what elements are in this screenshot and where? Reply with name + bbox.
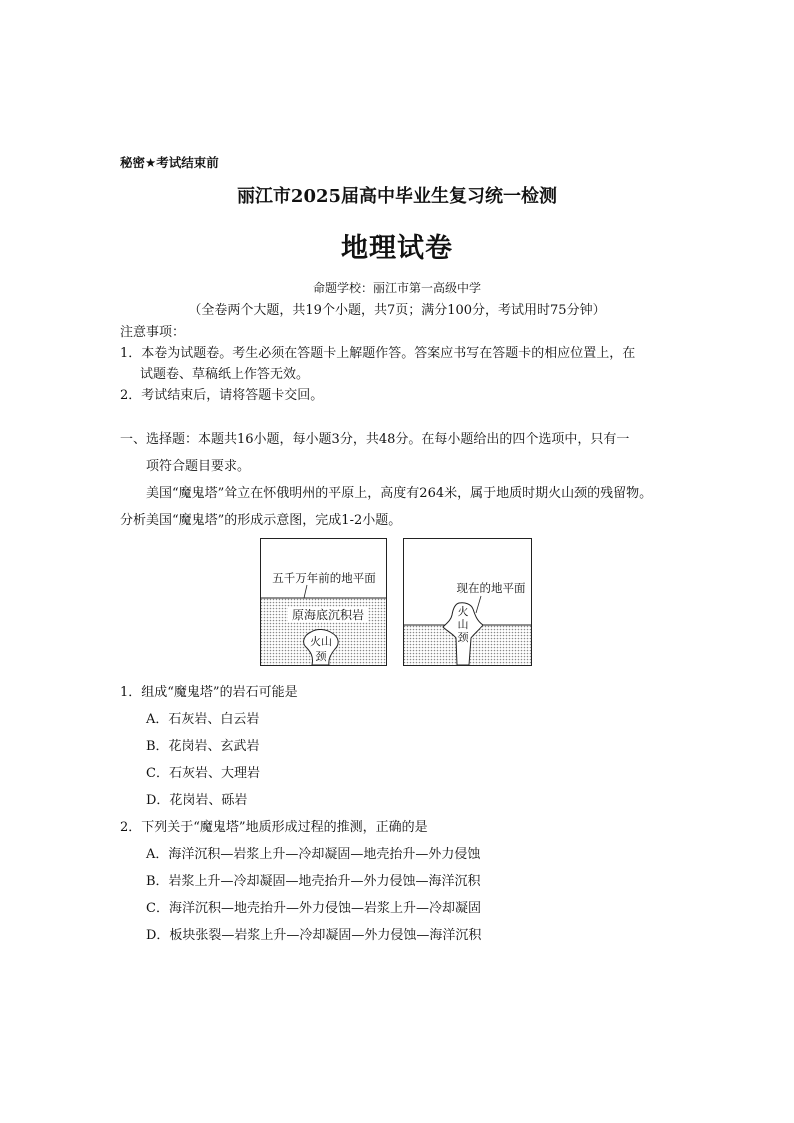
setter-school: 命题学校：丽江市第一高级中学 (312, 281, 481, 295)
question-1-option-c: C．石灰岩、大理岩 (146, 766, 260, 781)
section-heading-continued: 项符合题目要求。 (146, 459, 251, 474)
neck-label-right-1: 火 (457, 605, 469, 618)
neck-label-left-2: 颈 (315, 650, 327, 663)
question-1-option-b: B．花岗岩、玄武岩 (146, 739, 260, 754)
neck-label-left-1: 火山 (310, 635, 332, 648)
left-panel (261, 539, 387, 666)
exam-title: 丽江市2025届高中毕业生复习统一检测 (236, 186, 558, 207)
present-surface-label: 现在的地平面 (456, 581, 526, 595)
ancient-surface-label: 五千万年前的地平面 (272, 571, 376, 585)
notes-title: 注意事项： (120, 325, 186, 340)
note-item-1-continued: 试题卷、草稿纸上作答无效。 (140, 367, 310, 382)
neck-label-right-2: 山 (457, 618, 469, 631)
sediment-rock-label: 原海底沉积岩 (291, 608, 365, 622)
question-2-option-d: D．板块张裂—岩浆上升—冷却凝固—外力侵蚀—海洋沉积 (146, 928, 482, 943)
question-1-stem: 1．组成“魔鬼塔”的岩石可能是 (120, 685, 298, 700)
note-item-1: 1．本卷为试题卷。考生必须在答题卡上解题作答。答案应书写在答题卡的相应位置上，在 (120, 346, 636, 361)
right-panel (404, 539, 532, 666)
question-2-option-c: C．海洋沉积—地壳抬升—外力侵蚀—岩浆上升—冷却凝固 (146, 901, 481, 916)
subject-title: 地理试卷 (341, 233, 453, 264)
material-text: 美国“魔鬼塔”耸立在怀俄明州的平原上，高度有264米，属于地质时期火山颈的残留物。 (146, 486, 653, 501)
question-2-option-a: A．海洋沉积—岩浆上升—冷却凝固—地壳抬升—外力侵蚀 (146, 847, 481, 862)
question-1-option-a: A．石灰岩、白云岩 (146, 712, 260, 727)
neck-label-right-3: 颈 (457, 631, 469, 644)
devils-tower-formation-diagram (260, 538, 532, 666)
question-2-option-b: B．岩浆上升—冷却凝固—地壳抬升—外力侵蚀—海洋沉积 (146, 874, 481, 889)
section-heading: 一、选择题：本题共16小题，每小题3分，共48分。在每小题给出的四个选项中，只有一 (120, 432, 630, 447)
question-1-option-d: D．花岗岩、砾岩 (146, 793, 248, 808)
material-text-continued: 分析美国“魔鬼塔”的形成示意图，完成1-2小题。 (120, 513, 402, 528)
note-item-2: 2．考试结束后，请将答题卡交回。 (120, 388, 324, 403)
question-2-stem: 2．下列关于“魔鬼塔”地质形成过程的推测，正确的是 (120, 820, 428, 835)
confidential-mark: 秘密★考试结束前 (120, 155, 219, 170)
exam-summary: （全卷两个大题，共19个小题，共7页；满分100分，考试用时75分钟） (188, 303, 606, 318)
